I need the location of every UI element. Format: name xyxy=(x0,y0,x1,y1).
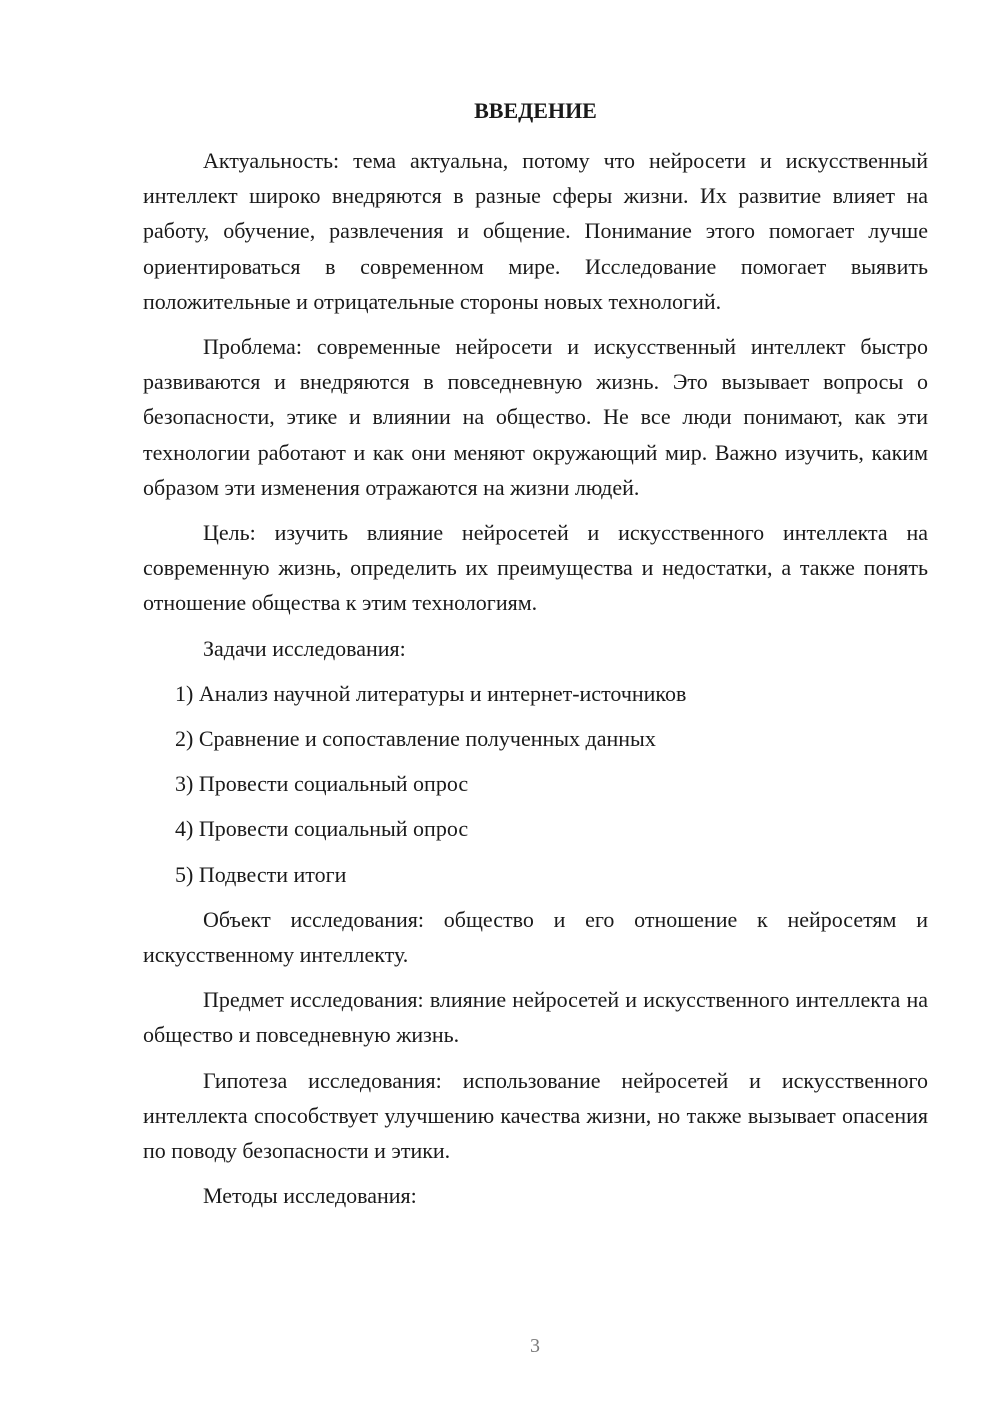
task-item-3: 3) Провести социальный опрос xyxy=(175,771,469,797)
task-item-4: 4) Провести социальный опрос xyxy=(175,816,469,842)
paragraph-goal: Цель: изучить влияние нейросетей и искусственного интеллекта на современную жизнь, определить их преимущества и недостатки, а также понять отношение общества к этим технологиям. xyxy=(143,520,928,616)
paragraph-object: Объект исследования: общество и его отношение к нейросетям и искусственному интеллекту. xyxy=(143,906,928,968)
page-number: 3 xyxy=(530,1335,540,1357)
task-item-5: 5) Подвести итоги xyxy=(175,861,347,887)
paragraph-relevance: Актуальность: тема актуальна, потому что нейросети и искусственный интеллект широко внедряются в разные сферы жизни. Их развитие влияет на работу, обучение, развлечения и общение. Понимание этого помогает лучше ориентироваться в современном мире. Исследование помогает выявить положительные и отрицательные стороны новых технологий. xyxy=(143,148,928,314)
task-item-1: 1) Анализ научной литературы и интернет-источников xyxy=(175,680,687,706)
paragraph-methods-title: Методы исследования: xyxy=(203,1183,417,1209)
page-body xyxy=(143,143,928,1223)
paragraph-subject: Предмет исследования: влияние нейросетей и искусственного интеллекта на общество и повседневную жизнь. xyxy=(143,987,928,1048)
section-heading: ВВЕДЕНИЕ xyxy=(474,98,597,123)
paragraph-problem: Проблема: современные нейросети и искусственный интеллект быстро развиваются и внедряются в повседневную жизнь. Это вызывает вопросы о безопасности, этике и влиянии на общество. Не все люди понимают, как эти технологии работают и как они меняют окружающий мир. Важно изучить, каким образом эти изменения отражаются на жизни людей. xyxy=(143,334,928,500)
paragraph-tasks-title: Задачи исследования: xyxy=(203,635,406,661)
task-item-2: 2) Сравнение и сопоставление полученных данных xyxy=(175,726,656,752)
paragraph-hypothesis: Гипотеза исследования: использование нейросетей и искусственного интеллекта способствует улучшению качества жизни, но также вызывает опасения по поводу безопасности и этики. xyxy=(143,1067,928,1164)
